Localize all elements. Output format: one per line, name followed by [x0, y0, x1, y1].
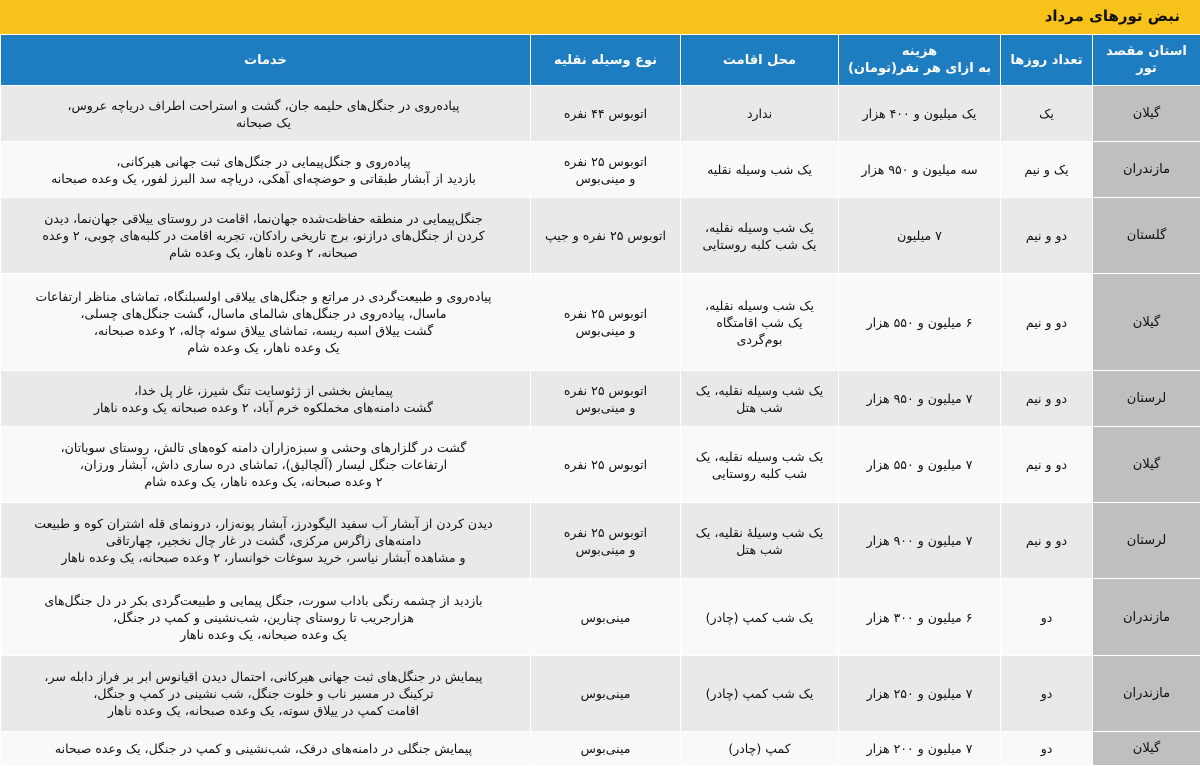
cost-cell: ۷ میلیون و ۹۰۰ هزار [839, 503, 1001, 579]
cost-cell: ۶ میلیون و ۵۵۰ هزار [839, 274, 1001, 371]
vehicle-text: اتوبوس ۲۵ نفره و مینی‌بوس [539, 382, 672, 416]
vehicle-text: اتوبوس ۲۵ نفره [539, 456, 672, 473]
province-cell: گیلان [1093, 274, 1200, 371]
vehicle-text: مینی‌بوس [539, 740, 672, 757]
header-vehicle: نوع وسیله نقلیه [531, 35, 681, 86]
table-row [1, 142, 1200, 198]
vehicle-text: مینی‌بوس [539, 609, 672, 626]
services-text: پیمایش در جنگل‌های ثبت جهانی هیرکانی، احتمال دیدن اقیانوس ابر بر فراز دابله سر، ترکینگ در مسیر ناب و خلوت جنگل، شب نشینی در کمپ و جنگل، اقامت کمپ در ییلاق سوته، یک وعده صبحانه، یک وعده ناهار [11, 668, 516, 719]
lodging-text: ندارد [689, 105, 830, 122]
services-text: پیمایش بخشی از ژئوسایت تنگ شیرز، غار پل خدا، گشت دامنه‌های مخملکوه خرم آباد، ۲ وعده صبحانه یک وعده ناهار [11, 382, 516, 416]
services-text: پیمایش جنگلی در دامنه‌های درفک، شب‌نشینی و کمپ در جنگل، یک وعده صبحانه [11, 740, 516, 757]
header-lodging: محل اقامت [681, 35, 839, 86]
lodging-text: یک شب وسیله نقلیه، یک شب کلبه روستایی [689, 219, 830, 253]
services-cell [1, 579, 531, 656]
days-cell: دو و نیم [1001, 198, 1093, 274]
cost-cell: سه میلیون و ۹۵۰ هزار [839, 142, 1001, 198]
province-cell: مازندران [1093, 142, 1200, 198]
vehicle-cell [531, 427, 681, 503]
days-cell: دو و نیم [1001, 371, 1093, 427]
cost-cell: ۷ میلیون و ۲۵۰ هزار [839, 656, 1001, 732]
vehicle-cell [531, 656, 681, 732]
lodging-cell [681, 371, 839, 427]
days-cell: دو [1001, 579, 1093, 656]
services-text: جنگل‌پیمایی در منطقه حفاظت‌شده جهان‌نما، اقامت در روستای ییلاقی جهان‌نما، دیدن کردن از جنگل‌های درازنو، برج تاریخی رادکان، تجربه اقامت در کلبه‌های چوبی، ۲ وعده صبحانه، ۲ وعده ناهار، یک وعده شام [11, 210, 516, 261]
vehicle-text: مینی‌بوس [539, 685, 672, 702]
lodging-text: یک شب وسیلهٔ نقلیه، یک شب هتل [689, 524, 830, 558]
cost-cell: ۷ میلیون و ۲۰۰ هزار [839, 732, 1001, 766]
lodging-text: یک شب کمپ (چادر) [689, 685, 830, 702]
province-cell: لرستان [1093, 503, 1200, 579]
page-title: نبض تورهای مرداد [1045, 7, 1180, 25]
province-cell: گیلان [1093, 86, 1200, 142]
tours-table [0, 34, 1200, 766]
days-cell: دو [1001, 732, 1093, 766]
lodging-cell [681, 579, 839, 656]
lodging-text: یک شب وسیله نقلیه، یک شب اقامتگاه بوم‌گردی [689, 297, 830, 348]
services-text: بازدید از چشمه رنگی باداب سورت، جنگل پیمایی و طبیعت‌گردی بکر در دل جنگل‌های هزارجریب تا روستای چنارین، شب‌نشینی و کمپ در جنگل، یک وعده صبحانه، یک وعده ناهار [11, 592, 516, 643]
province-cell: لرستان [1093, 371, 1200, 427]
table-row [1, 732, 1200, 766]
table-row [1, 371, 1200, 427]
lodging-text: یک شب وسیله نقلیه، یک شب کلبه روستایی [689, 448, 830, 482]
header-cost [839, 35, 1001, 86]
services-text: دیدن کردن از آبشار آب سفید الیگودرز، آبشار پونه‌زار، درونمای قله اشتران کوه و طبیعت دامنه‌های زاگرس مرکزی، گشت در غار چال نخجیر، چهارتاقی و مشاهده آبشار نیاسر، خرید سوغات خوانسار، ۲ وعده صبحانه، یک وعده ناهار [11, 515, 516, 566]
services-cell [1, 86, 531, 142]
vehicle-cell [531, 579, 681, 656]
days-cell: دو و نیم [1001, 427, 1093, 503]
lodging-cell [681, 86, 839, 142]
vehicle-cell [531, 142, 681, 198]
services-text: پیاده‌روی و طبیعت‌گردی در مراتع و جنگل‌های ییلاقی اولسبلنگاه، تماشای مناظر ارتفاعات ماسال، پیاده‌روی در جنگل‌های شالمای ماسال، گشت جنگل‌های چسلی، گشت ییلاق اسبه ریسه، تماشای ییلاق سوئه چاله، ۲ وعده صبحانه، یک وعده ناهار، یک وعده شام [11, 288, 516, 356]
services-cell [1, 274, 531, 371]
vehicle-text: اتوبوس ۴۴ نفره [539, 105, 672, 122]
services-text: گشت در گلزارهای وحشی و سبزه‌زاران دامنه کوه‌های تالش، روستای سوباتان، ارتفاعات جنگل لیسار (آلچالیق)، تماشای دره ساری داش، آبشار ورزان، ۲ وعده صبحانه، یک وعده ناهار، یک وعده شام [11, 439, 516, 490]
lodging-cell [681, 656, 839, 732]
table-row [1, 198, 1200, 274]
lodging-cell [681, 732, 839, 766]
vehicle-text: اتوبوس ۲۵ نفره و مینی‌بوس [539, 153, 672, 187]
lodging-cell [681, 427, 839, 503]
lodging-cell [681, 142, 839, 198]
vehicle-text: اتوبوس ۲۵ نفره و جیپ [539, 227, 672, 244]
days-cell: یک و نیم [1001, 142, 1093, 198]
services-cell [1, 503, 531, 579]
province-cell: مازندران [1093, 656, 1200, 732]
days-cell: دو و نیم [1001, 274, 1093, 371]
table-row [1, 503, 1200, 579]
vehicle-cell [531, 274, 681, 371]
vehicle-text: اتوبوس ۲۵ نفره و مینی‌بوس [539, 305, 672, 339]
province-cell: گیلان [1093, 427, 1200, 503]
cost-cell: ۷ میلیون و ۵۵۰ هزار [839, 427, 1001, 503]
lodging-text: یک شب وسیله نقلیه، یک شب هتل [689, 382, 830, 416]
vehicle-cell [531, 86, 681, 142]
province-cell: گلستان [1093, 198, 1200, 274]
days-cell: دو [1001, 656, 1093, 732]
vehicle-text: اتوبوس ۲۵ نفره و مینی‌بوس [539, 524, 672, 558]
vehicle-cell [531, 732, 681, 766]
header-services: خدمات [1, 35, 531, 86]
header-days: تعداد روزها [1001, 35, 1093, 86]
table-row [1, 274, 1200, 371]
services-cell [1, 198, 531, 274]
services-cell [1, 427, 531, 503]
province-cell: گیلان [1093, 732, 1200, 766]
cost-cell: ۶ میلیون و ۳۰۰ هزار [839, 579, 1001, 656]
vehicle-cell [531, 198, 681, 274]
cost-cell: ۷ میلیون [839, 198, 1001, 274]
table-row [1, 656, 1200, 732]
header-province: استان مقصد تور [1093, 35, 1200, 86]
table-row [1, 86, 1200, 142]
cost-cell: ۷ میلیون و ۹۵۰ هزار [839, 371, 1001, 427]
header-row [1, 35, 1200, 86]
services-text: پیاده‌روی و جنگل‌پیمایی در جنگل‌های ثبت جهانی هیرکانی، بازدید از آبشار طبقاتی و حوضچه‌ای آهکی، دریاچه سد البرز لفور، یک وعده صبحانه [11, 153, 516, 187]
header-cost-label: هزینه به ازای هر نفر(تومان) [843, 43, 996, 77]
province-cell: مازندران [1093, 579, 1200, 656]
table-row [1, 427, 1200, 503]
services-text: پیاده‌روی در جنگل‌های حلیمه جان، گشت و استراحت اطراف دریاچه عروس، یک صبحانه [11, 97, 516, 131]
days-cell: دو و نیم [1001, 503, 1093, 579]
lodging-text: یک شب وسیله نقلیه [689, 161, 830, 178]
lodging-text: یک شب کمپ (چادر) [689, 609, 830, 626]
vehicle-cell [531, 371, 681, 427]
services-cell [1, 732, 531, 766]
services-cell [1, 371, 531, 427]
lodging-cell [681, 274, 839, 371]
cost-cell: یک میلیون و ۴۰۰ هزار [839, 86, 1001, 142]
vehicle-cell [531, 503, 681, 579]
table-row [1, 579, 1200, 656]
services-cell [1, 142, 531, 198]
lodging-cell [681, 503, 839, 579]
services-cell [1, 656, 531, 732]
title-bar [0, 0, 1200, 34]
lodging-text: کمپ (چادر) [689, 740, 830, 757]
lodging-cell [681, 198, 839, 274]
days-cell: یک [1001, 86, 1093, 142]
